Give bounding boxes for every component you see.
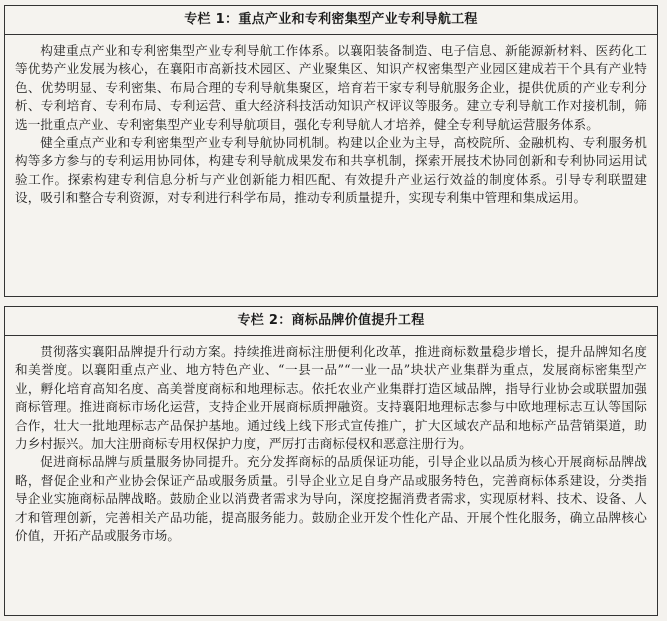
column-title: 专栏 1：重点产业和专利密集型产业专利导航工程 xyxy=(5,6,657,35)
column-title: 专栏 2：商标品牌价值提升工程 xyxy=(5,307,657,336)
column-body xyxy=(5,35,657,208)
paragraph: 构建重点产业和专利密集型产业专利导航工作体系。以襄阳装备制造、电子信息、新能源新材料、医药化工等优势产业发展为核心，在襄阳市高新技术园区、产业聚集区、知识产权密集型产业园区建成若干个具有产业特色、优势明显、专利密集、布局合理的专利导航集聚区，培育若干家专利导航服务企业，提供优质的产业专利分析、专利培育、专利布局、专利运营、重大经济科技活动知识产权评议等服务。建立专利导航工作对接机制，筛选一批重点产业、专利密集型产业专利导航项目，强化专利导航人才培养，健全专利导航运营服务体系。 xyxy=(15,43,647,132)
column-box-1 xyxy=(4,5,658,297)
paragraph: 促进商标品牌与质量服务协同提升。充分发挥商标的品质保证功能，引导企业以品质为核心开展商标品牌战略，督促企业和产业协会保证产品或服务质量。引导企业立足自身产品或服务特色，完善商标体系建设，分类指导企业实施商标品牌战略。鼓励企业以消费者需求为导向，深度挖掘消费者需求，实现原材料、技术、设备、人才和管理创新，完善相关产品功能，提高服务能力。鼓励企业开发个性化产品、开展个性化服务，确立品牌核心价值，开拓产品或服务市场。 xyxy=(15,454,647,544)
paragraph: 健全重点产业和专利密集型产业专利导航协同机制。构建以企业为主导，高校院所、金融机构、专利服务机构等多方参与的专利运用协同体，构建专利导航成果发布和共享机制，探索开展技术协同创新和专利协同运用试验工作。探索构建专利信息分析与产业创新能力相匹配、有效提升产业运行效益的制度体系。引导专利联盟建设，吸引和整合专利资源，对专利进行科学布局，推动专利质量提升，实现专利集中管理和集成运用。 xyxy=(15,135,647,206)
paragraph: 贯彻落实襄阳品牌提升行动方案。持续推进商标注册便利化改革，推进商标数量稳步增长，提升品牌知名度和美誉度。以襄阳重点产业、地方特色产业、“一县一品”“一业一品”块状产业集群为重点，发展商标密集型产业，孵化培育高知名度、高美誉度商标和地理标志。依托农业产业集群打造区域品牌，指导行业协会或联盟加强商标管理。推进商标市场化运营，支持企业开展商标质押融资。支持襄阳地理标志参与中欧地理标志互认等国际合作，壮大一批地理标志产品保护基地。通过线上线下形式宣传推广，扩大区域农产品和地标产品营销渠道，助力乡村振兴。加大注册商标专用权保护力度，严厉打击商标侵权和恶意注册行为。 xyxy=(15,344,647,452)
column-body xyxy=(5,336,657,545)
column-box-2 xyxy=(4,306,658,616)
